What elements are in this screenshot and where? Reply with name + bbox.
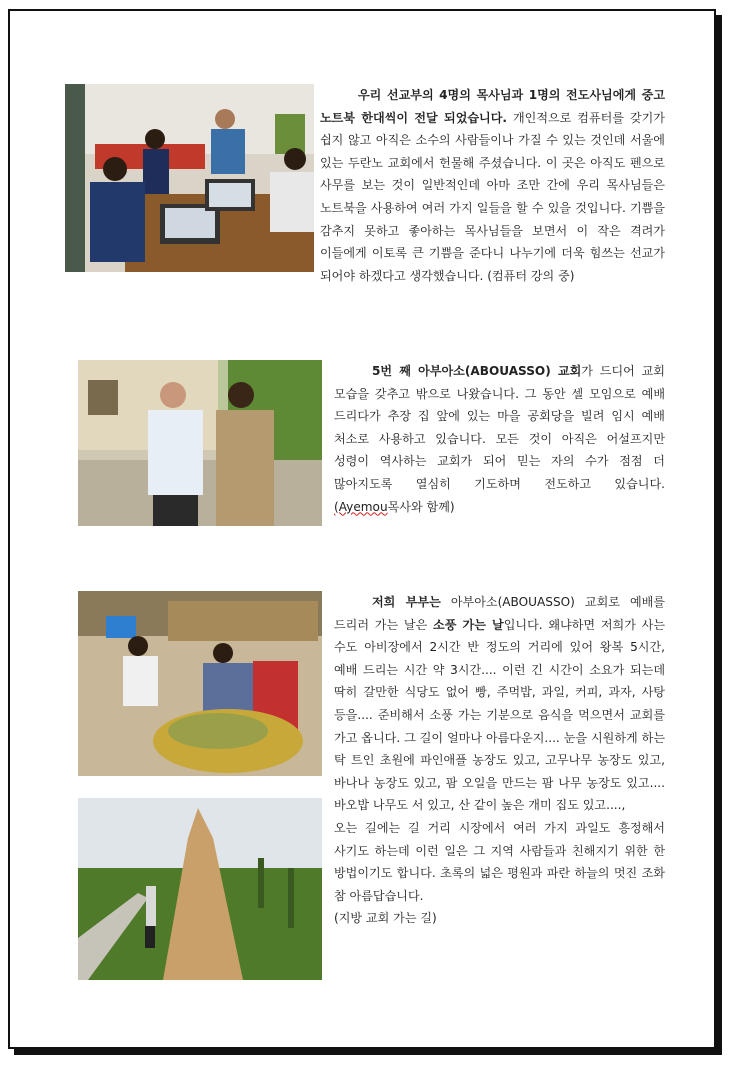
section1-body: 개인적으로 컴퓨터를 갖기가 쉽지 않고 아직은 소수의 사람들이나 가질 수 있는 것인데 서울에 있는 두란노 교회에서 헌물해 주셨습니다. 이 곳은 아직도 펜으로 사무를 보는 것이 일반적인데 아마 조만 간에 우리 목사님들은 노트북을 사용하여 여러 가지 일들을 할 수 있을 것입니다. 기쁨을 감추지 못하고 좋아하는 목사님들을 보면서 이 작은 격려가 이들에게 이토록 큰 기쁨을 준다니 나누기에 더욱 힘쓰는 선교가 되어야 하겠다고 생각했습니다. (컴퓨터 강의 중) <box>320 110 665 283</box>
section3-body1: 아부아소(ABOUASSO) 교회로 예배를 드리러 가는 날은 <box>334 595 666 632</box>
section2-text <box>78 360 665 546</box>
section3-body3: 오는 길에는 길 거리 시장에서 여러 가지 과일도 흥정해서 사기도 하는데 이런 일은 그 지역 사람들과 친해지기 위한 한 방법이기도 합니다. 초록의 넓은 평원과 파란 하늘의 멋진 조화 참 아름답습니다. <box>334 820 665 903</box>
section3-lead: 저희 부부는 <box>372 595 441 609</box>
section3-bold2: 소풍 가는 날 <box>433 617 504 632</box>
float-spacer-3 <box>78 591 334 991</box>
section3-caption: (지방 교회 가는 길) <box>334 911 437 926</box>
section1-lead: 우리 선교부의 4명의 목사님과 1명의 전도사님에게 중고 노트북 한대씩이 전달 되었습니다. <box>320 88 665 125</box>
section2-caption: 목사와 함께) <box>387 499 455 514</box>
section2-lead: 5번 째 아부아소(ABOUASSO) 교회 <box>372 364 582 378</box>
section3-text <box>78 591 665 991</box>
section2-caption-word: (Ayemou <box>334 499 388 514</box>
section1-text <box>65 84 665 287</box>
section3-body2: 입니다. 왜냐하면 저희가 사는 수도 아비장에서 2시간 반 정도의 거리에 있어 왕복 5시간, 예배 드리는 시간 약 3시간.... 이런 긴 시간이 소요가 되는데 딱히 갈만한 식당도 없어 빵, 주먹밥, 과일, 커피, 과자, 사탕 등을.... 준비해서 소풍 가는 기분으로 음식을 먹으면서 교회를 가고 옵니다. 그 길이 얼마나 아름다운지.... 눈을 시원하게 하는 탁 트인 초원에 파인애플 농장도 있고, 고무나무 농장도 있고, 바나나 농장도 있고, 팜 오일을 만드는 팜 나무 농장도 있고.... 바오밥 나무도 서 있고, 산 같이 높은 개미 집도 있고...., <box>334 617 665 813</box>
section2-body: 가 드디어 교회 모습을 갖추고 밖으로 나왔습니다. 그 동안 셀 모임으로 예배 드리다가 추장 집 앞에 있는 마을 공회당을 빌려 임시 예배 처소로 사용하고 있습니다. 모든 것이 아직은 어설프지만 성령이 역사하는 교회가 되어 믿는 자의 수가 점점 더 많아지도록 열심히 기도하며 전도하고 있습니다. <box>334 364 665 491</box>
float-spacer-1 <box>65 84 320 286</box>
float-spacer-2 <box>78 360 334 546</box>
